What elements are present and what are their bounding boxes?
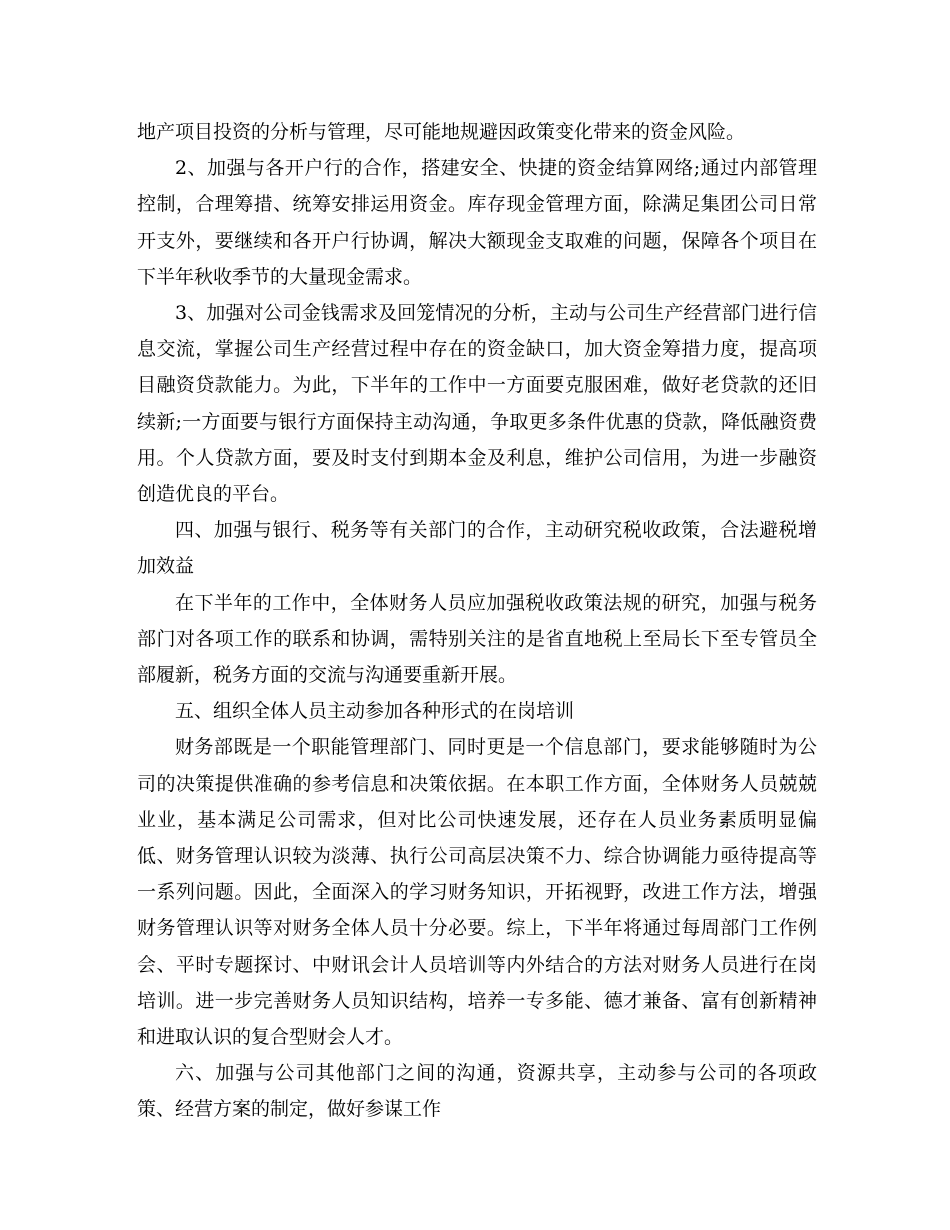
paragraph-bank-cooperation: 2、加强与各开户行的合作，搭建安全、快捷的资金结算网络;通过内部管理控制，合理筹措、统筹安排运用资金。库存现金管理方面，除满足集团公司日常开支外，要继续和各开户行协调，解决大额现金支取难的问题，保障各个项目在下半年秋收季节的大量现金需求。	[137, 157, 817, 288]
paragraph-fund-analysis: 3、加强对公司金钱需求及回笼情况的分析，主动与公司生产经营部门进行信息交流，掌握公司生产经营过程中存在的资金缺口，加大资金筹措力度，提高项目融资贷款能力。为此，下半年的工作中一方面要克服困难，做好老贷款的还旧续新;一方面要与银行方面保持主动沟通，争取更多条件优惠的贷款，降低融资费用。个人贷款方面，要及时支付到期本金及利息，维护公司信用，为进一步融资创造优良的平台。	[137, 302, 817, 506]
section-heading-tax-cooperation: 四、加强与银行、税务等有关部门的合作，主动研究税收政策，合法避税增加效益	[137, 519, 817, 578]
section-heading-training: 五、组织全体人员主动参加各种形式的在岗培训	[175, 700, 575, 723]
paragraph-continued: 地产项目投资的分析与管理，尽可能地规避因政策变化带来的资金风险。	[137, 121, 746, 143]
paragraph-tax-research: 在下半年的工作中，全体财务人员应加强税收政策法规的研究，加强与税务部门对各项工作的联系和协调，需特别关注的是省直地税上至局长下至专管员全部履新，税务方面的交流与沟通要重新开展。	[137, 591, 817, 687]
section-heading-communication: 六、加强与公司其他部门之间的沟通，资源共享，主动参与公司的各项政策、经营方案的制定，做好参谋工作	[137, 1062, 817, 1121]
document-body	[137, 114, 817, 1128]
paragraph-training-details: 财务部既是一个职能管理部门、同时更是一个信息部门，要求能够随时为公司的决策提供准确的参考信息和决策依据。在本职工作方面，全体财务人员兢兢业业，基本满足公司需求，但对比公司快速发展，还存在人员业务素质明显偏低、财务管理认识较为淡薄、执行公司高层决策不力、综合协调能力亟待提高等一系列问题。因此，全面深入的学习财务知识，开拓视野，改进工作方法，增强财务管理认识等对财务全体人员十分必要。综上，下半年将通过每周部门工作例会、平时专题探讨、中财讯会计人员培训等内外结合的方法对财务人员进行在岗培训。进一步完善财务人员知识结构，培养一专多能、德才兼备、富有创新精神和进取认识的复合型财会人才。	[137, 736, 817, 1049]
